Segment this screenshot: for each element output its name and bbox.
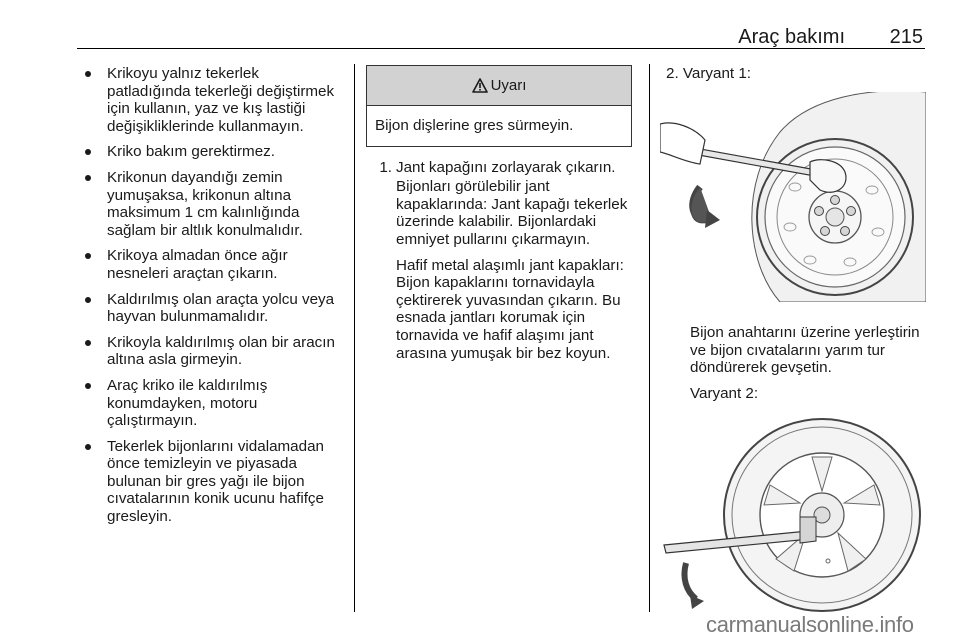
page-header: [77, 26, 925, 49]
wheel-wrench-illustration: [660, 92, 926, 302]
step-1: [366, 159, 634, 177]
list-item: Krikoya almadan önce ağır nesneleri araçtan çıkarın.: [78, 247, 340, 282]
step-text: Jant kapağını zorlayarak çıkarın.: [396, 158, 616, 176]
paragraph: Bijonları görülebilir jant kapaklarında: Jant kapağı tekerlek üzerinde kalabilir. Bijonlardaki emniyet pullarını çıkarmayın.: [396, 178, 628, 248]
column-2: [366, 65, 634, 362]
step-number: 1.: [379, 158, 392, 176]
page-number: 215: [889, 26, 923, 48]
warning-header: [367, 66, 631, 106]
list-item: Krikoyu yalnız tekerlek patladığında tekerleği değiştirmek için kullanın, yaz ve kış lastiği değişikliklerinde kullanmayın.: [78, 65, 340, 135]
list-item: Araç kriko ile kaldırılmış konumdayken, motoru çalıştırmayın.: [78, 377, 340, 430]
list-item: Tekerlek bijonlarını vidalamadan önce temizleyin ve piyasada bulunan bir gres yağı ile bijon cıvatalarının konik ucunu hafifçe gresleyin.: [78, 438, 340, 526]
warning-text: Bijon dişlerine gres sürmeyin.: [375, 117, 574, 134]
column-divider-right: [649, 64, 650, 612]
watermark: carmanualsonline.info: [706, 612, 914, 637]
list-item: Krikonun dayandığı zemin yumuşaksa, krikonun altına maksimum 1 cm kalınlığında sağlam bir altlık konulmalıdır.: [78, 169, 340, 239]
section-title: Araç bakımı: [738, 26, 845, 48]
bullet-list: [78, 65, 340, 526]
paragraph: Hafif metal alaşımlı jant kapakları: Bijon kapaklarını tornavidayla çektirerek yuvasından çıkarın. Bu esnada jantları korumak için tornavida ve hafif alaşımı jant arasına yumuşak bir bez koyun.: [396, 256, 624, 362]
wheel-brace-illustration: [660, 413, 926, 623]
list-item: Krikoyla kaldırılmış olan bir aracın altına asla girmeyin.: [78, 334, 340, 369]
list-item: Kriko bakım gerektirmez.: [78, 143, 340, 161]
step-number: 2.: [666, 65, 679, 82]
list-item: Kaldırılmış olan araçta yolcu veya hayvan bulunmamalıdır.: [78, 291, 340, 326]
warning-box: [366, 65, 632, 147]
step-2: [666, 65, 928, 83]
paragraph: Varyant 2:: [690, 384, 759, 402]
column-1: [78, 65, 340, 534]
warning-title: Uyarı: [490, 76, 527, 94]
warning-triangle-icon: [472, 78, 488, 93]
column-3: [660, 65, 928, 627]
paragraph: Bijon anahtarını üzerine yerleştirin ve bijon cıvatalarını yarım tur döndürerek gevşetin.: [690, 324, 920, 377]
step-1-body: [366, 178, 634, 362]
step-text: Varyant 1:: [682, 65, 752, 82]
column-divider-left: [354, 64, 355, 612]
